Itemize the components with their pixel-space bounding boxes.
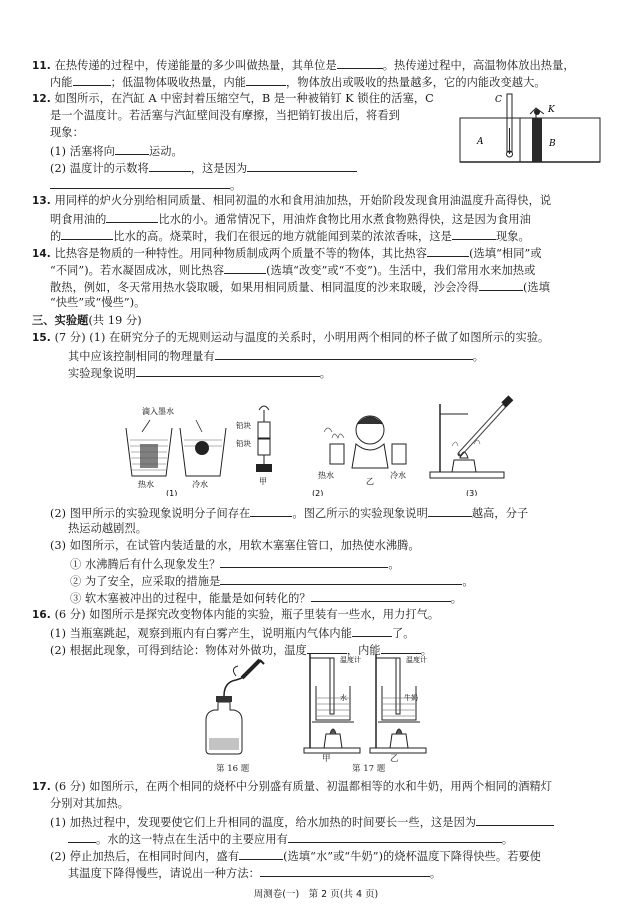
q17-label-jia: 甲 [322, 754, 331, 764]
q15-line2: 其中应该控制相同的物理量有 。 [68, 350, 485, 363]
q17-label-yi: 乙 [390, 754, 399, 764]
q12-sub2-cont: 。 [50, 177, 241, 193]
q12-line3: 现象： [50, 126, 84, 139]
q15-fig3-test-tube-stand [430, 395, 513, 478]
q17-label-milk: 牛奶 [404, 694, 418, 702]
q15-label-hot: 热水 [138, 480, 154, 489]
q16-sub1: (1) 当瓶塞跳起，观察到瓶内有白雾产生，说明瓶内气体内能 了。 [50, 627, 415, 640]
q14-blank-3[interactable] [479, 279, 523, 291]
q17-label-thermometer-1: 温度计 [340, 656, 361, 664]
q12-line1: 12. 如图所示，在汽缸 A 中密封着压缩空气，B 是一种被销钉 K 锁住的活塞，C [32, 92, 434, 105]
q17-blank-3[interactable] [239, 848, 283, 860]
q15-sub3-3: ③ 软木塞被冲出的过程中，能量是如何转化的？ 。 [70, 592, 462, 605]
q15-blank-3[interactable] [250, 505, 292, 517]
q17-number: 17. [32, 781, 51, 793]
q15-label-hot-water-2: 热水 [318, 471, 334, 480]
q15-fig1-cups [126, 406, 226, 489]
q15-blank-6[interactable] [220, 573, 462, 585]
section-3-title: 三、实验题 [32, 314, 89, 327]
piston-b [532, 118, 542, 162]
q15-label-lead-bottom: 铅块 [236, 439, 251, 448]
q17-sub2: (2) 停止加热后，在相同时间内，盛有 (选填“水”或“牛奶”)的烧杯温度下降得快些。若要使 [50, 850, 542, 863]
q17-setup-water [304, 654, 361, 753]
q15-label-cold-water-2: 冷水 [390, 471, 406, 480]
q17-figure-caption: 第 17 题 [352, 764, 386, 774]
q12-blank-3[interactable] [247, 160, 357, 172]
q13-blank-2[interactable] [61, 228, 113, 240]
q15-label-cold: 冷水 [192, 480, 208, 489]
q17-label-water: 水 [340, 694, 347, 702]
q11-blank-1[interactable] [73, 74, 111, 86]
q17-sub1: (1) 加热过程中，发现要使它们上升相同的温度，给水加热的时间要长一些，这是因为 [50, 814, 554, 830]
q12-blank-2[interactable] [149, 160, 191, 172]
q11-line1: 11. 在热传递的过程中，传递能量的多少叫做热量，其单位是 。热传递过程中，高温物体放出热量， [32, 59, 575, 72]
q15-blank-5[interactable] [220, 556, 388, 568]
q15-sub3-2: ② 为了安全，应采取的措施是 。 [70, 575, 474, 588]
q15-figures [112, 384, 532, 496]
q15-fig2-lead-blocks [236, 406, 272, 486]
q16-blank-1[interactable] [352, 625, 392, 637]
q17-label-thermometer-2: 温度计 [406, 656, 427, 664]
q17-blank-1[interactable] [476, 814, 554, 826]
q17-blank-1b[interactable] [68, 831, 96, 843]
q15-label-lead-top: 铅块 [236, 421, 251, 430]
q14-number: 14. [32, 248, 51, 260]
q12-line2: 是一个温度计。若活塞与汽缸壁间没有摩擦，当把销钉拔出后，将看到 [50, 109, 400, 122]
q17-line1: 17. (6 分) 如图所示，在两个相同的烧杯中分别盛有质量、初温都相等的水和牛奶，用两个相同的酒精灯 [32, 780, 553, 793]
q17-setup-milk [370, 654, 427, 753]
q15-line3: 实验现象说明 。 [68, 367, 332, 380]
q14-line2: “不同”)。若水凝固成冰，则比热容 (选填“改变”或“不变”)。生活中，我们常用水来加热或 [50, 264, 536, 277]
q12-blank-4[interactable] [50, 177, 230, 189]
q15-blank-4[interactable] [428, 505, 472, 517]
q13-number: 13. [32, 195, 51, 207]
q12-sub2: (2) 温度计的示数将 ，这是因为 [50, 160, 357, 176]
q12-blank-1[interactable] [115, 143, 149, 155]
q15-sub2-cont: 热运动越剧烈。 [68, 522, 148, 535]
q17-blank-2[interactable] [288, 831, 502, 843]
q15-label-jia: 甲 [259, 477, 267, 486]
q13-line3: 的 比水的高。烧菜时，我们在很远的地方就能闻到菜的浓浓香味，这是 现象。 [50, 230, 530, 243]
q17-sub1-cont: 。水的这一特点在生活中的主要应用有 。 [68, 831, 513, 847]
q15-blank-1[interactable] [215, 348, 473, 360]
q15-sub3-1: ① 水沸腾后有什么现象发生？ 。 [70, 558, 400, 571]
q15-number: 15. [32, 332, 51, 344]
q12-cylinder-figure [452, 88, 604, 172]
q12-number: 12. [32, 93, 51, 105]
q15-caption-3: (3) [466, 489, 478, 496]
q16-pump-bottle-figure [190, 658, 280, 762]
q11-line2: 内能 ；低温物体吸收热量，内能 ，物体放出或吸收的热量越多，它的内能改变越大。 [50, 76, 546, 89]
q14-blank-1[interactable] [427, 245, 469, 257]
q16-line1: 16. (6 分) 如图所示是探究改变物体内能的实验，瓶子里装有一些水，用力打气。 [32, 608, 440, 621]
q11-blank-2[interactable] [246, 74, 286, 86]
q13-line1: 13. 用同样的炉火分别给相同质量、相同初温的水和食用油加热，开始阶段发现食用油温度升高得快，说 [32, 194, 552, 207]
q17-sub2-cont: 其温度下降得慢些，请说出一种方法： 。 [68, 867, 442, 880]
q17-beakers-figure [300, 652, 432, 760]
q12-sub1: (1) 活塞将向 运动。 [50, 145, 183, 158]
q11-number: 11. [32, 60, 51, 72]
q12-label-k: K [548, 105, 555, 115]
q17-line2: 分别对其加热。 [50, 797, 130, 810]
q13-blank-3[interactable] [452, 228, 496, 240]
q17-blank-4[interactable] [260, 865, 430, 877]
q14-line3: 散热，例如，冬天常用热水袋取暖，如果用相同质量、相同温度的沙来取暖，沙会冷得 (选填 [50, 281, 550, 294]
q15-caption-1: (1) [166, 489, 178, 496]
q16-sub2: (2) 根据此现象，可得到结论：物体对外做功，温度 ，内能 。 [50, 644, 433, 657]
q13-blank-1[interactable] [106, 211, 158, 223]
q11-blank-unit[interactable] [337, 57, 383, 69]
q12-label-b: B [549, 139, 556, 149]
page-footer: 周测卷(一) 第 2 页(共 4 页) [253, 889, 379, 900]
q15-sub3: (3) 如图所示，在试管内装适量的水，用软木塞塞住管口，加热使水沸腾。 [50, 539, 420, 552]
q15-blank-7[interactable] [311, 590, 451, 602]
q14-blank-2[interactable] [224, 262, 266, 274]
q15-label-yi: 乙 [366, 477, 374, 486]
q15-blank-2[interactable] [136, 365, 320, 377]
q15-fig2-child-cups [318, 416, 406, 486]
section-3-points: (共 19 分) [88, 314, 142, 327]
q15-line1: 15. (7 分) (1) 在研究分子的无规则运动与温度的关系时，小明用两个相同的杯子做了如图所示的实验。 [32, 331, 550, 344]
q12-label-a: A [477, 137, 484, 147]
q14-line1: 14. 比热容是物质的一种特性。用同种物质制成两个质量不等的物体，其比热容 (选填“相同”或 [32, 247, 542, 260]
q16-number: 16. [32, 609, 51, 621]
q13-line2: 明食用油的 比水的小。通常情况下，用油炸食物比用水煮食物熟得快，这是因为食用油 [50, 213, 531, 226]
section-3-heading [32, 314, 142, 328]
q16-figure-caption: 第 16 题 [216, 764, 250, 774]
q12-label-c: C [495, 95, 502, 105]
q14-line4: “快些”或“慢些”)。 [50, 296, 146, 309]
q15-caption-2: (2) [312, 489, 324, 496]
q15-label-drop-ink: 滴入墨水 [142, 407, 174, 416]
q15-sub2: (2) 图甲所示的实验现象说明分子间存在 。图乙所示的实验现象说明 越高，分子 [50, 507, 529, 520]
